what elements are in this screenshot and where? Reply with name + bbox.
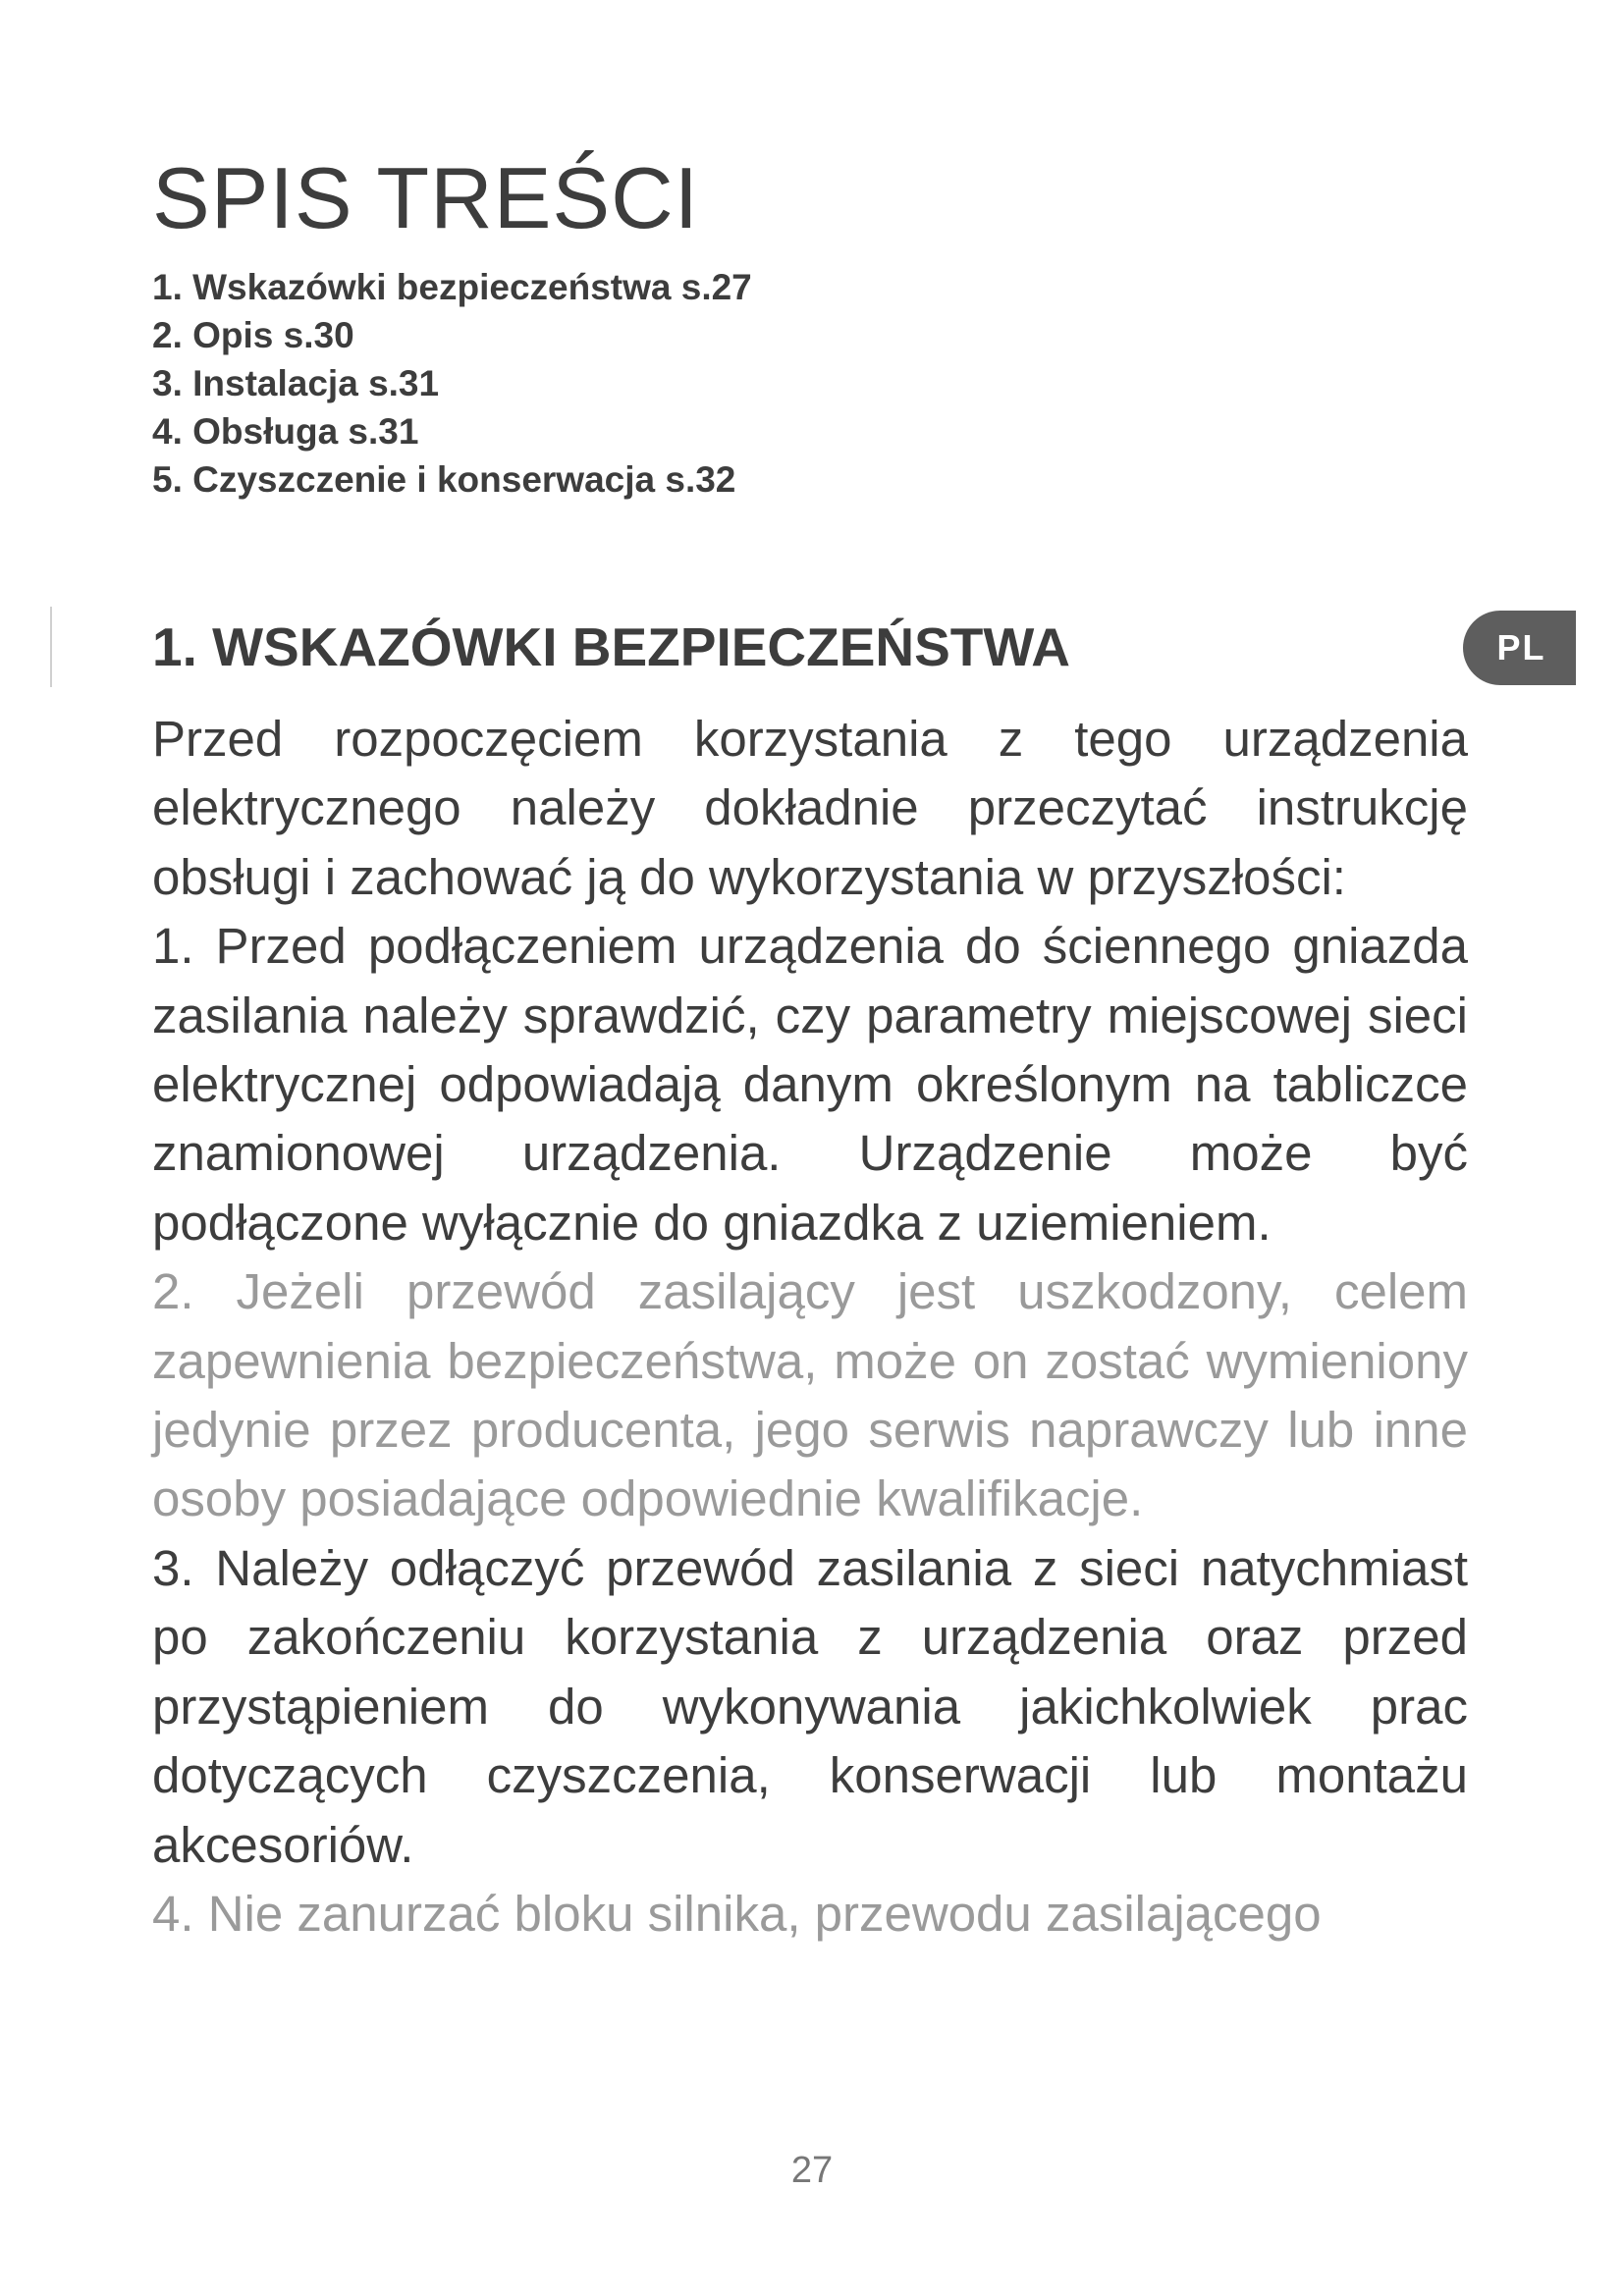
section-body — [152, 705, 1468, 1949]
toc-item: 4. Obsługa s.31 — [152, 411, 419, 452]
margin-mark — [50, 607, 52, 687]
language-tab: PL — [1463, 611, 1576, 685]
safety-item: 1. Przed podłączeniem urządzenia do ściennego gniazda zasilania należy sprawdzić, czy parametry miejscowej sieci elektrycznej odpowiadają danym określonym na tabliczce znamionowej urządzenia. Urządzenie może być podłączone wyłącznie do gniazdka z uziemieniem. — [152, 918, 1468, 1251]
safety-item: 4. Nie zanurzać bloku silnika, przewodu zasilającego — [152, 1885, 1322, 1942]
toc-item: 3. Instalacja s.31 — [152, 363, 440, 403]
toc-item: 2. Opis s.30 — [152, 315, 354, 355]
safety-item: 3. Należy odłączyć przewód zasilania z sieci natychmiast po zakończeniu korzystania z urządzenia oraz przed przystąpieniem do wykonywania jakichkolwiek prac dotyczących czyszczenia, konserwacji lub montażu akcesoriów. — [152, 1539, 1468, 1873]
toc-list — [152, 263, 752, 504]
toc-title: SPIS TREŚCI — [152, 149, 700, 246]
toc-item: 5. Czyszczenie i konserwacja s.32 — [152, 459, 736, 500]
section-title: 1. WSKAZÓWKI BEZPIECZEŃSTWA — [152, 616, 1070, 677]
page-number: 27 — [790, 2150, 834, 2191]
intro-paragraph: Przed rozpoczęciem korzystania z tego urządzenia elektrycznego należy dokładnie przeczytać instrukcję obsługi i zachować ją do wykorzystania w przyszłości: — [152, 711, 1468, 905]
safety-item: 2. Jeżeli przewód zasilający jest uszkodzony, celem zapewnienia bezpieczeństwa, może on zostać wymieniony jedynie przez producenta, jego serwis naprawczy lub inne osoby posiadające odpowiednie kwalifikacje. — [152, 1263, 1468, 1527]
toc-item: 1. Wskazówki bezpieczeństwa s.27 — [152, 267, 752, 307]
